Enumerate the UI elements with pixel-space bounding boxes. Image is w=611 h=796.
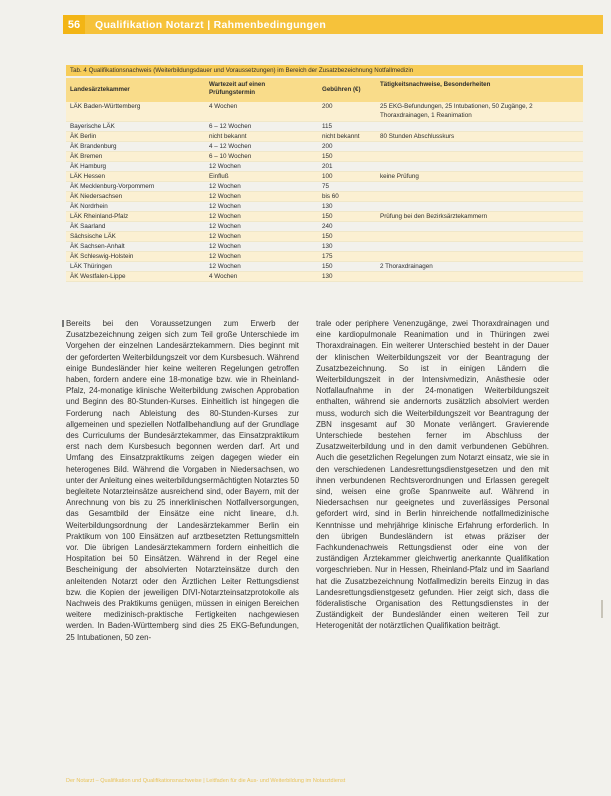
table-cell: Bayerische LÄK xyxy=(70,123,115,130)
table-cell: 150 xyxy=(322,263,333,270)
table-cell: ÄK Schleswig-Holstein xyxy=(70,253,134,260)
table-cell: 6 – 12 Wochen xyxy=(209,123,252,130)
body-paragraph-left: Bereits bei den Voraussetzungen zum Erwerb der Zusatzbezeichnung zeigen sich zum Teil große Unterschiede im Vorgehen der einzelnen Landesärztekammern. Dies beginnt mit der geforderten Weiterbildungszeit vor dem Kursbesuch. Während einige Bundesländer hier keine weiteren Regelungen getroffen haben, fordern andere eine 18-monatige bzw. wie in Rheinland-Pfalz, 24-monatige klinische Weiterbildung zwischen Approbation und Beginn des 80-Stunden-Kurses. Einheitlich ist hingegen die Forderung nach Ableistung des 80-Stunden-Kurses zur allgemeinen und speziellen Notfallbehandlung auf der Grundlage des Curriculums der Bundesärztekammer, das Einsatzpraktikum erst nach dem Kursbesuch begonnen werden darf. Art und Umfang des Einsatzpraktikums zeigen dagegen wieder ein heterogenes Bild. Während die Vorgaben in Niedersachsen, wo unter der Anleitung eines weiterbildungsermächtigten Notarztes 50 begleitete Notarzteinsätze ausreichend sind, oder Bayern, mit der Anrechnung von bis zu 25 innerklinischen Notfallversorgungen, das Gesamtbild der Einsätze eine nicht lineare, d.h. Weiterbildungsordnung der Landesärztekammer Berlin ein Praktikum von 100 Einsätzen auf arztbesetzten Rettungsmitteln vor. Die übrigen Landesärztekammern fordern einheitlich die Hospitation bei 50 Einsätzen. Während in der Regel eine Bescheinigung der absolvierten Notarzteinsätze durch den anleitenden Notarzt oder den Ärztlichen Leiter Rettungsdienst bzw. die Kopien der jeweiligen DIVI-Notarzteinsatzprotokolle als Nachweis des Praktikums genügen, müssen in einigen Bereichen weitere medizinisch-praktische Fertigkeiten nachgewiesen werden. In Baden-Württemberg sind dies 25 EKG-Befundungen, 25 Intubationen, 50 zen- xyxy=(66,319,299,642)
table-cell: keine Prüfung xyxy=(380,173,419,180)
table-cell: LÄK Hessen xyxy=(70,173,106,180)
table-cell: 175 xyxy=(322,253,333,260)
table-cell: 12 Wochen xyxy=(209,193,241,200)
table-cell: 12 Wochen xyxy=(209,243,241,250)
table-cell: 12 Wochen xyxy=(209,213,241,220)
table-cell: ÄK Sachsen-Anhalt xyxy=(70,243,125,250)
table-row xyxy=(66,102,583,122)
table-cell: nicht bekannt xyxy=(322,133,360,140)
table-cell: 240 xyxy=(322,223,333,230)
table-cell: Sächsische LÄK xyxy=(70,233,116,240)
body-paragraph-right: trale oder periphere Venenzugänge, zwei Thoraxdrainagen und eine kardiopulmonale Reanimation und in Thüringen zwei Thoraxdrainagen. Ein weiterer Unterschied besteht in der Dauer der klinischen Weiterbildungszeit vor der Beantragung der Zusatzbezeichnung. So ist in einigen Ländern die Weiterbildungszeit in der Intensivmedizin, Anästhesie oder Notfallaufnahme in der 24-monatigen Weiterbildungszeit enthalten, während sie andernorts zusätzlich absolviert werden muss, wodurch sich die Weiterbildungszeit vor Beantragung der ZBN insgesamt auf 30 Monate verlängert. Gravierende Unterschiede bestehen ferner im Abschluss der Zusatzweiterbildung und in den damit verbundenen Gebühren. Auch die gesetzlichen Regelungen zum Notarzt einsatz, wie sie in den verschiedenen Landesrettungsdienstgesetzen und den mit ihnen verbundenen Rechtsverordnungen und Erlassen geregelt sind, weisen eine große Spannweite auf. Während in Niedersachsen nur geeignetes und zuverlässiges Personal gefordert wird, sind in Berlin hinreichende notfallmedizinische Kenntnisse und mehrjährige klinische Erfahrung erforderlich. In den übrigen Bundesländern ist etwas präziser der Fachkundenachweis Rettungsdienst oder eine von der zuständigen Ärztekammer gleichwertig anerkannte Qualifikation vorgeschrieben. Nur in Hessen, Rheinland-Pfalz und im Saarland hat die Zusatzbezeichnung Notfallmedizin bereits Einzug in das Landesrettungsdienstgesetz gefunden. Hier zeigt sich, dass die föderalistische Organisation des Rettungsdienstes in der Zuständigkeit der Bundesländer einen weiteren Teil zur Heterogenität der notärztlichen Qualifikation beiträgt. xyxy=(316,319,549,631)
table-caption: Tab. 4 Qualifikationsnachweis (Weiterbildungsdauer und Voraussetzungen) im Bereich der Zusatzbezeichnung Notfallmedizin xyxy=(66,65,583,76)
header-cell-waiting: Wartezeit auf einen Prüfungstermin xyxy=(209,81,266,96)
table-row xyxy=(66,132,583,142)
table-row xyxy=(66,172,583,182)
table-cell: ÄK Berlin xyxy=(70,133,97,140)
table-cell: 150 xyxy=(322,233,333,240)
table-row xyxy=(66,232,583,242)
paragraph-marker xyxy=(62,320,64,327)
table-row xyxy=(66,152,583,162)
table-cell: 201 xyxy=(322,163,333,170)
table-cell: LÄK Baden-Württemberg xyxy=(70,103,141,110)
header-cell-notes: Tätigkeitsnachweise, Besonderheiten xyxy=(380,81,491,88)
table-row xyxy=(66,122,583,132)
table-cell: 25 EKG-Befundungen, 25 Intubationen, 50 Zugänge, 2 Thoraxdrainagen, 1 Reanimation xyxy=(380,103,533,119)
table-cell: 130 xyxy=(322,273,333,280)
table-cell: 6 – 10 Wochen xyxy=(209,153,252,160)
table-header xyxy=(66,78,583,102)
table-cell: LÄK Thüringen xyxy=(70,263,112,270)
table-body xyxy=(66,102,583,282)
table-row xyxy=(66,182,583,192)
table-cell: ÄK Saarland xyxy=(70,223,106,230)
table-cell: 100 xyxy=(322,173,333,180)
table-row xyxy=(66,162,583,172)
body-column-left xyxy=(66,318,299,643)
table-cell: ÄK Niedersachsen xyxy=(70,193,123,200)
table-cell: LÄK Rheinland-Pfalz xyxy=(70,213,129,220)
table-row xyxy=(66,142,583,152)
table-cell: Prüfung bei den Bezirksärztekammern xyxy=(380,213,488,220)
table-cell: ÄK Westfalen-Lippe xyxy=(70,273,126,280)
table-cell: 12 Wochen xyxy=(209,253,241,260)
table-cell: ÄK Mecklenburg-Vorpommern xyxy=(70,183,155,190)
table-cell: 12 Wochen xyxy=(209,183,241,190)
table-row xyxy=(66,202,583,212)
table-row xyxy=(66,262,583,272)
table-cell: ÄK Brandenburg xyxy=(70,143,117,150)
page-header xyxy=(63,15,603,34)
chapter-title: Qualifikation Notarzt | Rahmenbedingungen xyxy=(85,15,603,34)
table-cell: 12 Wochen xyxy=(209,203,241,210)
table-cell: ÄK Bremen xyxy=(70,153,103,160)
table-cell: 75 xyxy=(322,183,330,190)
table-cell: 12 Wochen xyxy=(209,263,241,270)
margin-rule xyxy=(601,600,603,618)
table-cell: 12 Wochen xyxy=(209,223,241,230)
table-row xyxy=(66,252,583,262)
body-column-right xyxy=(316,318,549,632)
table-cell: bis 60 xyxy=(322,193,339,200)
header-cell-fees: Gebühren (€) xyxy=(322,86,361,93)
table-cell: 4 – 12 Wochen xyxy=(209,143,252,150)
table-row xyxy=(66,272,583,282)
table-cell: 12 Wochen xyxy=(209,163,241,170)
table-cell: nicht bekannt xyxy=(209,133,247,140)
table-cell: ÄK Hamburg xyxy=(70,163,107,170)
table-cell: 130 xyxy=(322,203,333,210)
table-cell: 150 xyxy=(322,213,333,220)
page-footer: Der Notarzt – Qualifikation und Qualifikationsnachweise | Leitfaden für die Aus- und Weiterbildung im Notarztdienst xyxy=(66,778,346,784)
table-cell: 115 xyxy=(322,123,333,130)
table-row xyxy=(66,222,583,232)
table-cell: 2 Thoraxdrainagen xyxy=(380,263,433,270)
table-cell: 80 Stunden Abschlusskurs xyxy=(380,133,455,140)
table-cell: 12 Wochen xyxy=(209,233,241,240)
table-cell: Einfluß xyxy=(209,173,229,180)
table-row xyxy=(66,212,583,222)
table-cell: ÄK Nordrhein xyxy=(70,203,108,210)
header-cell-chamber: Landesärztekammer xyxy=(70,86,130,93)
table-row xyxy=(66,242,583,252)
page-number: 56 xyxy=(63,15,85,34)
table-cell: 150 xyxy=(322,153,333,160)
table-cell: 130 xyxy=(322,243,333,250)
table-cell: 4 Wochen xyxy=(209,273,238,280)
table-cell: 4 Wochen xyxy=(209,103,238,110)
table-cell: 200 xyxy=(322,103,333,110)
table-row xyxy=(66,192,583,202)
table-cell: 200 xyxy=(322,143,333,150)
